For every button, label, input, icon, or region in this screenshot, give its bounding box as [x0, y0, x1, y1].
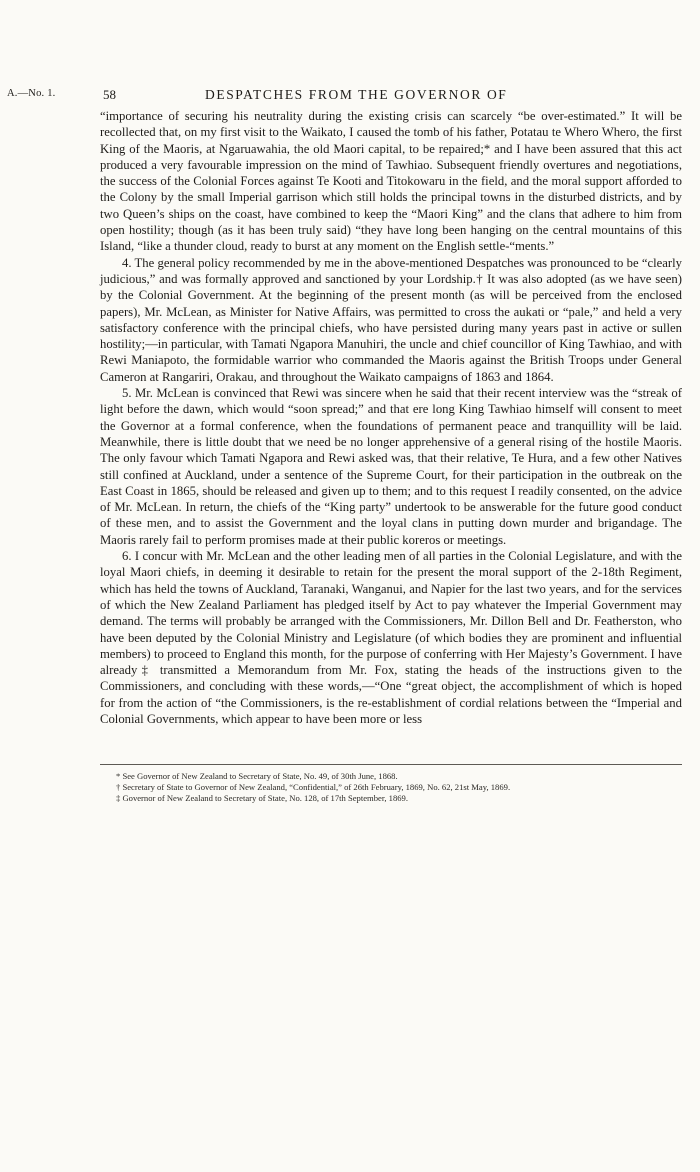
footnotes: [116, 771, 682, 804]
document-reference: A.—No. 1.: [7, 88, 56, 99]
footnote-divider: [100, 764, 682, 765]
paragraph-5: 5. Mr. McLean is convinced that Rewi was sincere when he said that their recent interview was the “streak of light before the dawn, which would “soon spread;” and that ere long King Tawhiao himself will consent to meet the Governor at a formal conference, when the foundations of permanent peace and tranquillity will be laid. Meanwhile, there is little doubt that we need be no longer apprehensive of a general rising of the hostile Maoris. The only favour which Tamati Ngapora and Rewi asked was, that their relative, Te Hura, and a few other Natives still confined at Auckland, under a sentence of the Supreme Court, for their participation in the outbreak on the East Coast in 1865, should be released and given up to them; and to this request I readily consented, on the advice of Mr. McLean. In return, the chiefs of the “King party” undertook to be answerable for the future good conduct of these men, and to assist the Government and the loyal clans in putting down murder and brigandage. The Maoris rarely fail to perform promises made at their public koreros or meetings.: [100, 386, 682, 547]
page-header: [0, 88, 700, 106]
paragraph-6: 6. I concur with Mr. McLean and the other leading men of all parties in the Colonial Legislature, and with the loyal Maori chiefs, in deeming it desirable to retain for the present the moral support of the 2-18th Regiment, which has held the towns of Auckland, Taranaki, Wanganui, and Napier for the last two years, and for the services of which the New Zealand Parliament has pledged itself by Act to pay whatever the Imperial Government may demand. The terms will probably be arranged with the Commissioners, Mr. Dillon Bell and Dr. Featherston, who have been deputed by the Colonial Ministry and Legislature (of which bodies they are prominent and influential members) to proceed to England this month, for the purpose of conferring with Her Majesty’s Government. I have already‡ transmitted a Memorandum from Mr. Fox, stating the heads of the instructions given to the Commissioners, and concluding with these words,—“One “great object, the accomplishment of which is hoped for from the action of “the Commissioners, is the re-establishment of cordial relations between the “Imperial and Colonial Governments, which appear to have been more or less: [100, 549, 682, 726]
footnote-3: ‡ Governor of New Zealand to Secretary of State, No. 128, of 17th September, 1869.: [116, 793, 409, 803]
running-title: DESPATCHES FROM THE GOVERNOR OF: [205, 87, 508, 102]
paragraph-4: 4. The general policy recommended by me in the above-mentioned Despatches was pronounced to be “clearly judicious,” and was formally approved and sanctioned by your Lordship.† It was also adopted (as we have seen) by the Colonial Government. At the beginning of the present month (as will be perceived from the enclosed papers), Mr. McLean, as Minister for Native Affairs, was permitted to cross the aukati or “pale,” and held a very satisfactory conference with the principal chiefs, who have persisted during many years past in active or sullen hostility;—in particular, with Tamati Ngapora Manuhiri, the uncle and chief councillor of King Tawhiao, and with Rewi Maniapoto, the formidable warrior who commanded the Maoris against the British Troops under General Cameron at Rangariri, Orakau, and throughout the Waikato campaigns of 1863 and 1864.: [100, 255, 682, 384]
paragraph-continuation: “importance of securing his neutrality during the existing crisis can scarcely “be over-estimated.” It will be recollected that, on my first visit to the Waikato, I caused the tomb of his father, Potatau te Whero Whero, the first King of the Maoris, at Ngaruawahia, the old Maori capital, to be repaired;* and I have been assured that this act produced a very favourable impression on the mind of Tawhiao. Subsequent friendly overtures and negotiations, the success of the Colonial Forces against Te Kooti and Titokowaru in the field, and the moral support afforded to the Colony by the small Imperial garrison which still holds the principal towns in the disturbed districts, and by two Queen’s ships on the coast, have combined to keep the “Maori King” and the clans that adhere to him from open hostility; though (as it has been truly said) “they have long been hanging on the central mountains of this Island, “like a thunder cloud, ready to burst at any moment on the English settle-“ments.”: [100, 109, 682, 254]
footnote-1: * See Governor of New Zealand to Secretary of State, No. 49, of 30th June, 1868.: [116, 771, 398, 781]
footnote-2: † Secretary of State to Governor of New Zealand, “Confidential,” of 26th February, 1869, No. 62, 21st May, 1869.: [116, 782, 511, 792]
page-number: 58: [103, 87, 116, 102]
body-text: [100, 108, 682, 727]
